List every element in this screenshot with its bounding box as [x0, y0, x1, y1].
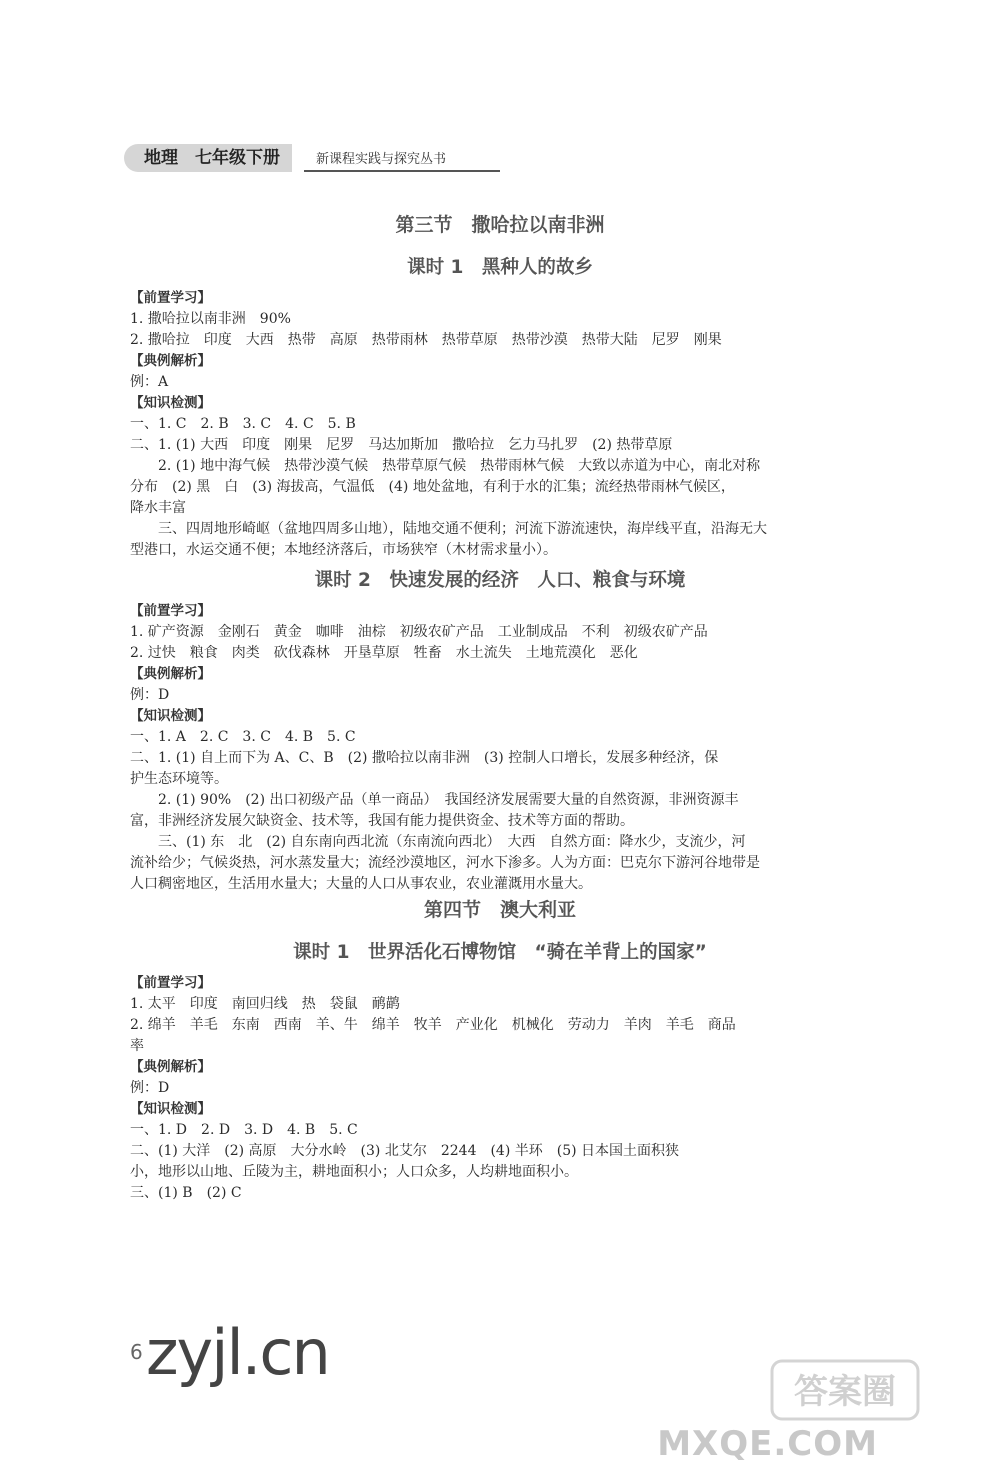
page-number: 6 — [130, 1340, 141, 1364]
answer-line: 二、(1) 大洋 (2) 高原 大分水岭 (3) 北艾尔 2244 (4) 半环 (5) 日本国土面积狭 — [130, 1143, 680, 1159]
answer-circle-logo — [770, 1355, 920, 1425]
subject-tab: 地理 七年级下册 — [124, 144, 292, 172]
lesson-heading: 课时 2 快速发展的经济 人口、粮食与环境 — [314, 570, 686, 591]
answer-line: 三、(1) B (2) C — [130, 1185, 242, 1201]
answer-line: 三、四周地形崎岖（盆地四周多山地），陆地交通不便利；河流下游流速快，海岸线平直，沿海无大 — [130, 521, 767, 537]
section-heading: 第三节 撒哈拉以南非洲 — [395, 214, 605, 236]
svg-text:答案圈: 答案圈 — [794, 1372, 896, 1412]
site-watermark: zyjl.cn — [146, 1316, 329, 1389]
answer-line: 一、1. D 2. D 3. D 4. B 5. C — [130, 1122, 358, 1138]
lesson-heading: 课时 1 黑种人的故乡 — [407, 257, 593, 278]
answer-line: 例：D — [130, 1080, 170, 1096]
subsection-label: 【前置学习】 — [130, 603, 211, 619]
answer-line: 型港口，水运交通不便；本地经济落后，市场狭窄（木材需求量小）。 — [130, 542, 557, 558]
footer-watermark — [128, 1316, 329, 1389]
subsection-label: 【知识检测】 — [130, 395, 211, 411]
answer-line: 二、1. (1) 自上而下为 A、C、B (2) 撒哈拉以南非洲 (3) 控制人口增长，发展多种经济，保 — [130, 750, 719, 766]
answer-line: 率 — [130, 1038, 144, 1054]
lesson-heading: 课时 1 世界活化石博物馆 “骑在羊背上的国家” — [293, 942, 707, 963]
subsection-label: 【前置学习】 — [130, 975, 211, 991]
header-underline — [304, 170, 500, 172]
answer-line: 人口稠密地区，生活用水量大；大量的人口从事农业，农业灌溉用水量大。 — [130, 876, 592, 892]
answer-line: 2. 绵羊 羊毛 东南 西南 羊、牛 绵羊 牧羊 产业化 机械化 劳动力 羊肉 羊毛 商品 — [130, 1017, 736, 1033]
answer-line: 三、(1) 东 北 (2) 自东南向西北流（东南流向西北） 大西 自然方面：降水少，支流少，河 — [130, 834, 746, 850]
subsection-label: 【知识检测】 — [130, 708, 211, 724]
answer-content — [130, 210, 870, 1204]
series-title: 新课程实践与探究丛书 — [316, 152, 447, 167]
answer-line: 1. 撒哈拉以南非洲 90% — [130, 311, 291, 327]
answer-line: 小，地形以山地、丘陵为主，耕地面积小；人口众多，人均耕地面积小。 — [130, 1164, 578, 1180]
answer-line: 1. 矿产资源 金刚石 黄金 咖啡 油棕 初级农矿产品 工业制成品 不利 初级农矿产品 — [130, 624, 708, 640]
subsection-label: 【前置学习】 — [130, 290, 211, 306]
answer-line: 二、1. (1) 大西 印度 刚果 尼罗 马达加斯加 撒哈拉 乞力马扎罗 (2) 热带草原 — [130, 437, 673, 453]
answer-line: 例：A — [130, 374, 169, 390]
section-heading: 第四节 澳大利亚 — [423, 899, 576, 921]
answer-line: 一、1. C 2. B 3. C 4. C 5. B — [130, 416, 356, 432]
subsection-label: 【典例解析】 — [130, 1059, 211, 1075]
answer-line: 护生态环境等。 — [130, 771, 228, 787]
corner-site-watermark: MXQE.COM — [657, 1424, 878, 1464]
answer-line: 一、1. A 2. C 3. C 4. B 5. C — [130, 729, 356, 745]
answer-line: 降水丰富 — [130, 500, 186, 516]
subsection-label: 【知识检测】 — [130, 1101, 211, 1117]
answer-line: 2. (1) 地中海气候 热带沙漠气候 热带草原气候 热带雨林气候 大致以赤道为中心，南北对称 — [130, 458, 761, 474]
running-header — [124, 144, 500, 174]
answer-line: 例：D — [130, 687, 170, 703]
answer-line: 分布 (2) 黑 白 (3) 海拔高，气温低 (4) 地处盆地，有利于水的汇集；流经热带雨林气候区， — [130, 479, 735, 495]
subsection-label: 【典例解析】 — [130, 353, 211, 369]
answer-line: 富，非洲经济发展欠缺资金、技术等，我国有能力提供资金、技术等方面的帮助。 — [130, 813, 634, 829]
answer-line: 2. (1) 90% (2) 出口初级产品（单一商品） 我国经济发展需要大量的自然资源，非洲资源丰 — [130, 792, 739, 808]
answer-line: 1. 太平 印度 南回归线 热 袋鼠 鸸鹋 — [130, 996, 400, 1012]
answer-line: 2. 撒哈拉 印度 大西 热带 高原 热带雨林 热带草原 热带沙漠 热带大陆 尼罗 刚果 — [130, 332, 722, 348]
answer-line: 2. 过快 粮食 肉类 砍伐森林 开垦草原 牲畜 水土流失 土地荒漠化 恶化 — [130, 645, 638, 661]
answer-line: 流补给少；气候炎热，河水蒸发量大；流经沙漠地区，河水下渗多。人为方面：巴克尔下游河谷地带是 — [130, 855, 760, 871]
subsection-label: 【典例解析】 — [130, 666, 211, 682]
